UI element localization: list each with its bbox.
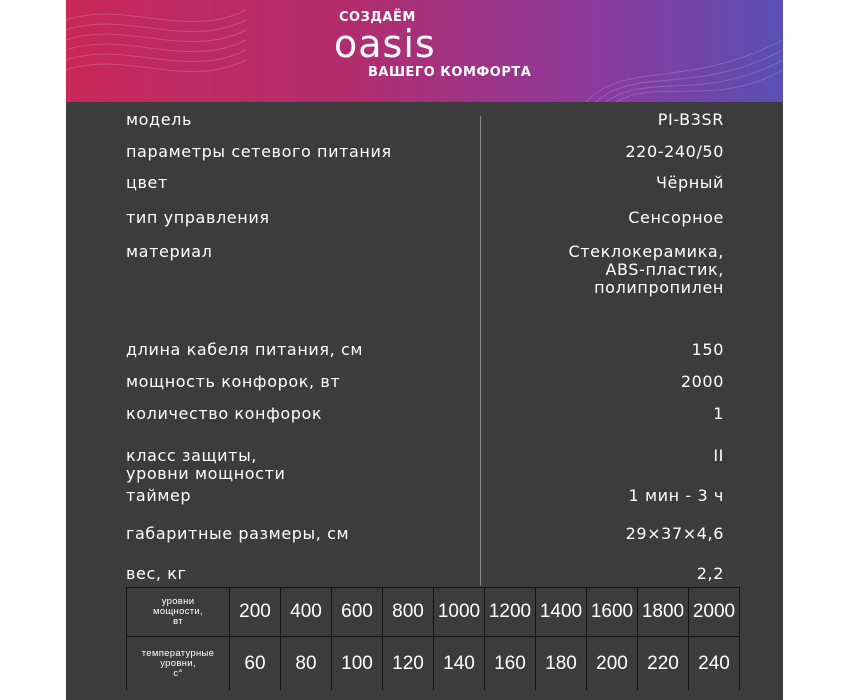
power-levels-header: уровни мощности, вт: [127, 588, 230, 637]
spec-value: II: [713, 446, 724, 465]
spec-key: длина кабеля питания, см: [126, 340, 364, 359]
power-levels-row: [127, 588, 740, 637]
power-level-cell: 1400: [536, 588, 587, 637]
spec-value: Чёрный: [655, 173, 724, 192]
temperature-level-cell: 100: [332, 637, 383, 691]
spec-value: 220-240/50: [625, 142, 724, 161]
brand-banner: [66, 0, 783, 102]
spec-key: модель: [126, 110, 193, 129]
temperature-level-cell: 220: [638, 637, 689, 691]
power-level-cell: 800: [383, 588, 434, 637]
power-level-cell: 1600: [587, 588, 638, 637]
temperature-levels-row: [127, 637, 740, 691]
spec-value: 29×37×4,6: [625, 524, 724, 543]
spec-key: мощность конфорок, вт: [126, 372, 341, 391]
power-level-cell: 200: [230, 588, 281, 637]
power-level-cell: 1800: [638, 588, 689, 637]
spec-value: Стеклокерамика, ABS-пластик, полипропилен: [568, 242, 724, 297]
levels-table: [126, 587, 740, 691]
spec-key: параметры сетевого питания: [126, 142, 392, 161]
temperature-level-cell: 160: [485, 637, 536, 691]
power-level-cell: 1200: [485, 588, 536, 637]
spec-value: PI-B3SR: [657, 110, 724, 129]
tagline-top: СОЗДАЁМ: [339, 10, 416, 25]
spec-key: тип управления: [126, 208, 270, 227]
spec-value: 1: [713, 404, 724, 423]
spec-key: класс защиты, уровни мощности: [126, 446, 286, 483]
temperature-level-cell: 60: [230, 637, 281, 691]
product-spec-card: [66, 0, 783, 700]
spec-key: материал: [126, 242, 213, 261]
spec-key: габаритные размеры, см: [126, 524, 350, 543]
spec-value: 2000: [680, 372, 724, 391]
spec-key: таймер: [126, 486, 192, 505]
temperature-level-cell: 200: [587, 637, 638, 691]
temperature-levels-header: температурные уровни, с°: [127, 637, 230, 691]
power-level-cell: 1000: [434, 588, 485, 637]
brand-logo: oasis: [334, 22, 436, 66]
power-level-cell: 600: [332, 588, 383, 637]
temperature-level-cell: 80: [281, 637, 332, 691]
spec-key: вес, кг: [126, 564, 187, 583]
temperature-level-cell: 240: [689, 637, 740, 691]
column-divider: [480, 116, 481, 586]
spec-value: Сенсорное: [628, 208, 724, 227]
spec-value: 2,2: [696, 564, 724, 583]
temperature-level-cell: 120: [383, 637, 434, 691]
bottom-padding: [66, 690, 783, 700]
spec-key: количество конфорок: [126, 404, 323, 423]
tagline-bottom: ВАШЕГО КОМФОРТА: [368, 65, 532, 80]
spec-key: цвет: [126, 173, 168, 192]
spec-value: 1 мин - 3 ч: [628, 486, 724, 505]
temperature-level-cell: 180: [536, 637, 587, 691]
temperature-level-cell: 140: [434, 637, 485, 691]
power-level-cell: 2000: [689, 588, 740, 637]
power-level-cell: 400: [281, 588, 332, 637]
spec-value: 150: [691, 340, 724, 359]
